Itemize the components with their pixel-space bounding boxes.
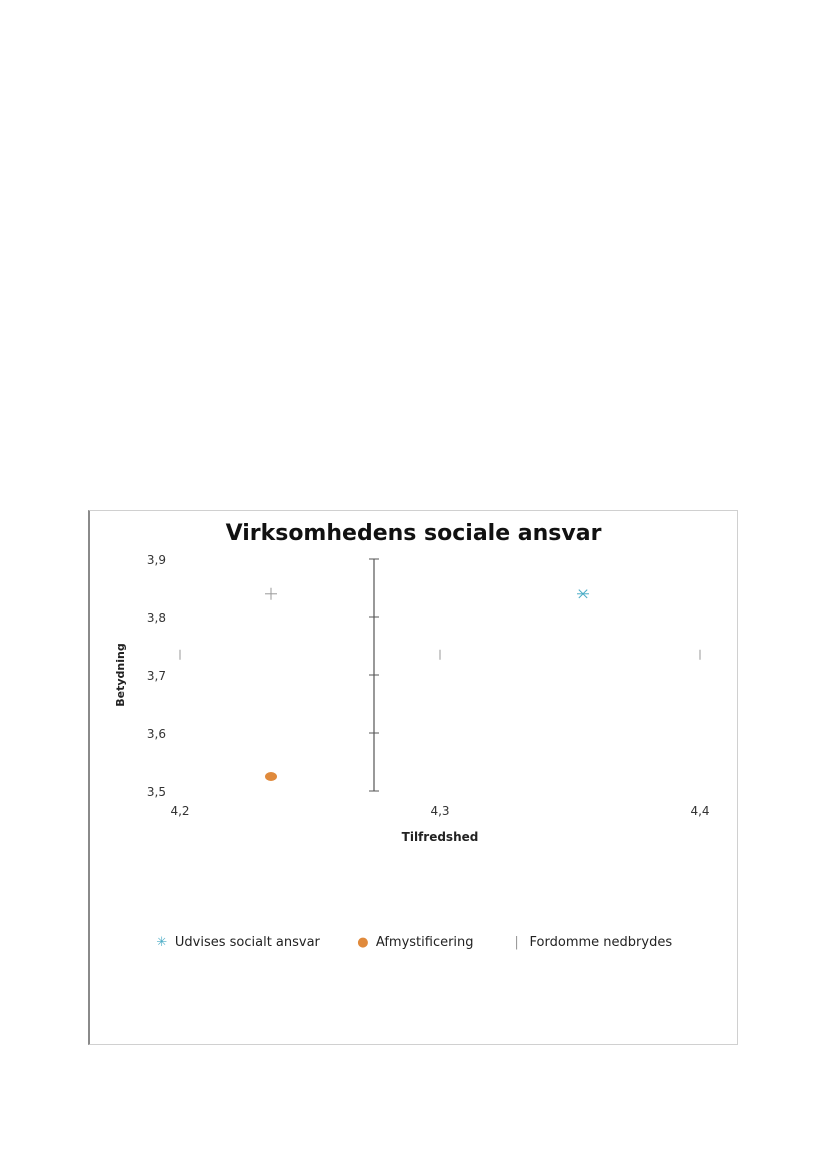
y-tick-label: 3,8 (146, 611, 166, 625)
y-axis-label: Betydning (114, 643, 127, 707)
scatter-plot (90, 511, 736, 931)
legend-item-udvises (155, 935, 320, 950)
legend (90, 935, 737, 950)
legend-label: Afmystificering (375, 935, 474, 950)
legend-label: Udvises socialt ansvar (174, 935, 320, 950)
chart-frame (88, 510, 738, 1045)
x-axis-label: Tilfredshed (401, 830, 479, 844)
x-tick-label: 4,4 (690, 804, 710, 818)
legend-item-fordomme (510, 935, 673, 950)
x-tick-label: 4,2 (170, 804, 190, 818)
chart-title: Virksomhedens sociale ansvar (225, 521, 602, 546)
y-tick-label: 3,6 (146, 727, 166, 741)
data-point-circle (265, 772, 277, 781)
x-tick-label: 4,3 (430, 804, 450, 818)
y-tick-label: 3,9 (146, 553, 166, 567)
asterisk-icon: ✳ (156, 935, 168, 950)
circle-icon: ● (357, 935, 369, 950)
legend-label: Fordomme nedbrydes (529, 935, 673, 950)
y-tick-label: 3,5 (146, 785, 166, 799)
y-tick-label: 3,7 (146, 669, 166, 683)
legend-item-afmystificering (356, 935, 474, 950)
dash-icon: | (514, 935, 519, 950)
